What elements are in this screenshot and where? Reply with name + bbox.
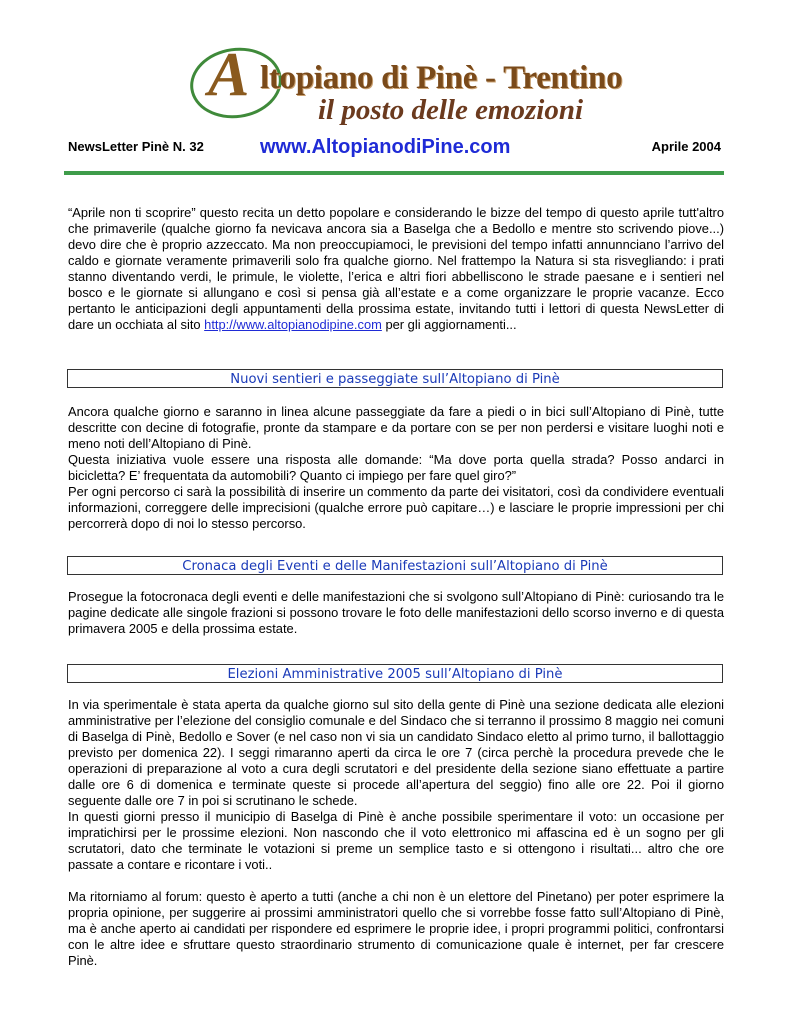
- intro-text: “Aprile non ti scoprire” questo recita un detto popolare e considerando le bizze del tempo di questo aprile tutt'altro che primaverile (qualche giorno fa nevicava ancora sia a Baselga che a Bedollo e mentre sto scrivendo piove...) devo dire che è proprio azzeccato. Ma non preoccupiamoci, le previsioni del tempo infatti annunnciano l’arrivo del caldo e giornate veramente primaverili solo fra qualche giorno. Nel frattempo la Natura si sta risvegliando: i prati stanno diventando verdi, le primule, le violette, l’erica e altri fiori abbelliscono le strade paesane e i sentieri nel bosco e le giornate si allungano e così si pensa già all’estate e a come organizzare le proprie vacanze. Ecco pertanto le anticipazioni degli appuntamenti della prossima estate, invitando tutti i lettori di questa NewsLetter di dare un occhiata al sito: [68, 205, 724, 332]
- logo-initial: A: [208, 41, 250, 109]
- paragraph: In questi giorni presso il municipio di Baselga di Pinè è anche possibile sperimentare il voto: un occasione per impratichirsi per le prossime elezioni. Non nascondo che il voto elettronico mi affascina ed è un sogno per gli scrutatori, dato che terminate le votazioni si preme un semplice tasto e si ottengono i risultati... altro che ore passate a contare e ricontare i voti..: [68, 809, 724, 872]
- section-title: Cronaca degli Eventi e delle Manifestazioni sull’Altopiano di Pinè: [182, 559, 608, 574]
- section-body-cronaca: [68, 589, 724, 637]
- site-url[interactable]: www.AltopianodiPine.com: [260, 136, 511, 158]
- section-body-elezioni: [68, 697, 724, 969]
- paragraph: Questa iniziativa vuole essere una risposta alle domande: “Ma dove porta quella strada? Posso andarci in bicicletta? E’ frequentata da automobili? Quanto ci impiego per fare quel giro?”: [68, 452, 724, 483]
- site-link[interactable]: http://www.altopianodipine.com: [204, 317, 382, 332]
- section-title: Nuovi sentieri e passeggiate sull’Altopiano di Pinè: [230, 372, 560, 387]
- section-heading-cronaca: [67, 556, 723, 575]
- paragraph: Ma ritorniamo al forum: questo è aperto a tutti (anche a chi non è un elettore del Pinetano) per poter esprimere la propria opinione, per suggerire ai prossimi amministratori quello che si vorrebbe fosse fatto sull’Altopiano di Pinè, ma è anche aperto ai candidati per rispondere ed esprimere le proprie idee, i propri programmi politici, confrontarsi con le altre idee e sfruttare questo straordinario strumento di comunicazione quale è internet, per far crescere Pinè.: [68, 889, 724, 968]
- paragraph: Per ogni percorso ci sarà la possibilità di inserire un commento da parte dei visitatori, così da condividere eventuali informazioni, correggere delle imprecisioni (qualche errore può capitare…) e lasciare le proprie impressioni per chi percorrerà dopo di noi lo stesso percorso.: [68, 484, 724, 531]
- section-heading-sentieri: [67, 369, 723, 388]
- logo-title: ltopiano di Pinè - Trentino: [260, 60, 623, 96]
- site-logo: [190, 41, 623, 140]
- section-title: Elezioni Amministrative 2005 sull’Altopiano di Pinè: [227, 667, 563, 682]
- newsletter-number: NewsLetter Pinè N. 32: [68, 139, 204, 154]
- section-body-sentieri: [68, 404, 724, 532]
- paragraph: Prosegue la fotocronaca degli eventi e delle manifestazioni che si svolgono sull’Altopiano di Pinè: curiosando tra le pagine dedicate alle singole frazioni si possono trovare le foto delle manifestazioni dello scorso inverno e di questa primavera 2005 e della prossima estate.: [68, 589, 724, 636]
- paragraph: Ancora qualche giorno e saranno in linea alcune passeggiate da fare a piedi o in bici sull’Altopiano di Pinè, tutte descritte con decine di fotografie, pronte da stampare e da portare con se per non perdersi e visitare luoghi noti e meno noti dell’Altopiano di Pinè.: [68, 404, 724, 451]
- intro-paragraph: [68, 205, 724, 333]
- issue-date: Aprile 2004: [651, 139, 721, 154]
- header-divider: [64, 171, 724, 175]
- logo-tagline: il posto delle emozioni: [318, 94, 584, 126]
- paragraph: In via sperimentale è stata aperta da qualche giorno sul sito della gente di Pinè una sezione dedicata alle elezioni amministrative per l’elezione del consiglio comunale e del Sindaco che si terranno il prossimo 8 maggio nei comuni di Baselga di Pinè, Bedollo e Sover (e nel caso non vi sia un candidato Sindaco eletto al primo turno, il ballottaggio previsto per domenica 22). I seggi rimaranno aperti da circa le ore 7 (circa perchè la procedura prevede che le operazioni di preparazione al voto a cura degli scrutatori e del presidente della sezione siano effettuate a partire dalle ore 6 di domenica e terminate queste si procede all’apertura del seggio) fino alle ore 22. Poi il giorno seguente dalle ore 7 in poi si scrutinano le schede.: [68, 697, 724, 808]
- intro-after: per gli aggiornamenti...: [381, 317, 517, 332]
- section-heading-elezioni: [67, 664, 723, 683]
